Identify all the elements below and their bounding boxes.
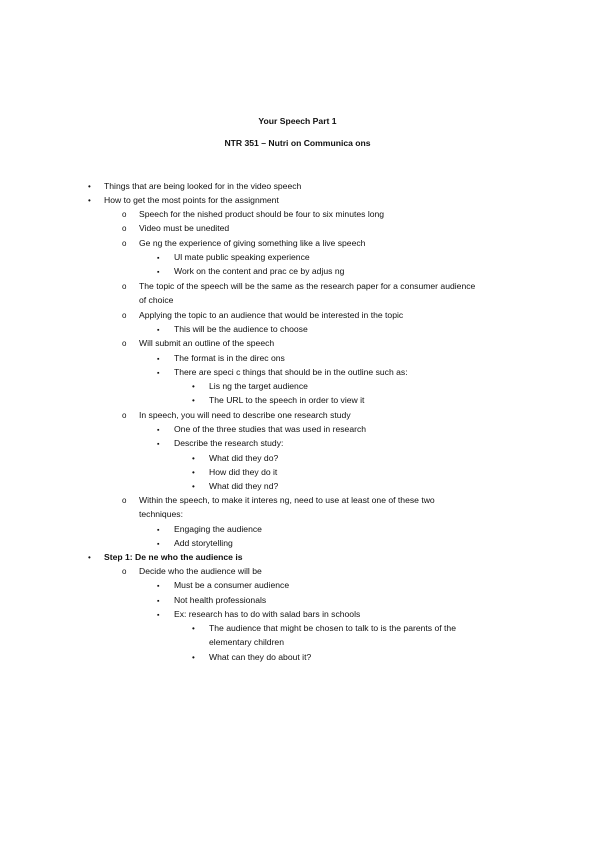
list-item: The topic of the speech will be the same as the research paper for a consumer audience xyxy=(139,281,476,291)
list-item: What did they nd? xyxy=(209,481,279,491)
square-bullet-icon xyxy=(157,580,159,592)
list-item: Video must be unedited xyxy=(139,223,230,233)
list-item: One of the three studies that was used in research xyxy=(174,424,367,434)
square-bullet-icon xyxy=(157,538,159,550)
bullet-icon xyxy=(192,652,195,663)
circle-bullet-icon xyxy=(122,238,126,249)
circle-bullet-icon xyxy=(122,281,126,292)
list-item-continuation: elementary children xyxy=(209,637,284,647)
list-item: The audience that might be chosen to talk to is the parents of the xyxy=(209,623,456,633)
list-item: Ge ng the experience of giving something like a live speech xyxy=(139,238,366,248)
circle-bullet-icon xyxy=(122,223,126,234)
list-item: Not health professionals xyxy=(174,595,267,605)
list-item: What did they do? xyxy=(209,453,279,463)
list-item: In speech, you will need to describe one research study xyxy=(139,410,351,420)
list-item: Must be a consumer audience xyxy=(174,580,290,590)
square-bullet-icon xyxy=(157,367,159,379)
list-item: Engaging the audience xyxy=(174,524,262,534)
bullet-icon xyxy=(192,623,195,634)
bullet-icon xyxy=(192,481,195,492)
list-item: The format is in the direc ons xyxy=(174,353,285,363)
square-bullet-icon xyxy=(157,438,159,450)
list-item-heading: Step 1: De ne who the audience is xyxy=(104,552,243,562)
square-bullet-icon xyxy=(157,252,159,264)
list-item: Within the speech, to make it interes ng, need to use at least one of these two xyxy=(139,495,435,505)
list-item: How did they do it xyxy=(209,467,278,477)
circle-bullet-icon xyxy=(122,310,126,321)
list-item: Ul mate public speaking experience xyxy=(174,252,310,262)
square-bullet-icon xyxy=(157,524,159,536)
square-bullet-icon xyxy=(157,424,159,436)
list-item: What can they do about it? xyxy=(209,652,312,662)
list-item: Add storytelling xyxy=(174,538,233,548)
list-item: Things that are being looked for in the video speech xyxy=(104,181,302,191)
list-item: Will submit an outline of the speech xyxy=(139,338,275,348)
list-item: The URL to the speech in order to view it xyxy=(209,395,365,405)
document-title: Your Speech Part 1 xyxy=(258,116,337,126)
list-item-continuation: techniques: xyxy=(139,509,183,519)
square-bullet-icon xyxy=(157,266,159,278)
circle-bullet-icon xyxy=(122,566,126,577)
list-item: Decide who the audience will be xyxy=(139,566,262,576)
list-item: Applying the topic to an audience that would be interested in the topic xyxy=(139,310,404,320)
bullet-icon xyxy=(88,195,91,206)
square-bullet-icon xyxy=(157,353,159,365)
list-item-continuation: of choice xyxy=(139,295,174,305)
bullet-icon xyxy=(192,467,195,478)
bullet-icon xyxy=(88,552,91,563)
list-item: This will be the audience to choose xyxy=(174,324,308,334)
list-item: There are speci c things that should be in the outline such as: xyxy=(174,367,408,377)
list-item: Describe the research study: xyxy=(174,438,284,448)
circle-bullet-icon xyxy=(122,410,126,421)
bullet-icon xyxy=(192,395,195,406)
bullet-icon xyxy=(88,181,91,192)
circle-bullet-icon xyxy=(122,209,126,220)
bullet-icon xyxy=(192,453,195,464)
document-subtitle: NTR 351 – Nutri on Communica ons xyxy=(224,138,371,148)
square-bullet-icon xyxy=(157,609,159,621)
circle-bullet-icon xyxy=(122,495,126,506)
bullet-icon xyxy=(192,381,195,392)
square-bullet-icon xyxy=(157,324,159,336)
list-item: Ex: research has to do with salad bars in schools xyxy=(174,609,361,619)
circle-bullet-icon xyxy=(122,338,126,349)
list-item: Lis ng the target audience xyxy=(209,381,308,391)
list-item: How to get the most points for the assignment xyxy=(104,195,279,205)
square-bullet-icon xyxy=(157,595,159,607)
list-item: Speech for the nished product should be four to six minutes long xyxy=(139,209,385,219)
list-item: Work on the content and prac ce by adjus ng xyxy=(174,266,345,276)
